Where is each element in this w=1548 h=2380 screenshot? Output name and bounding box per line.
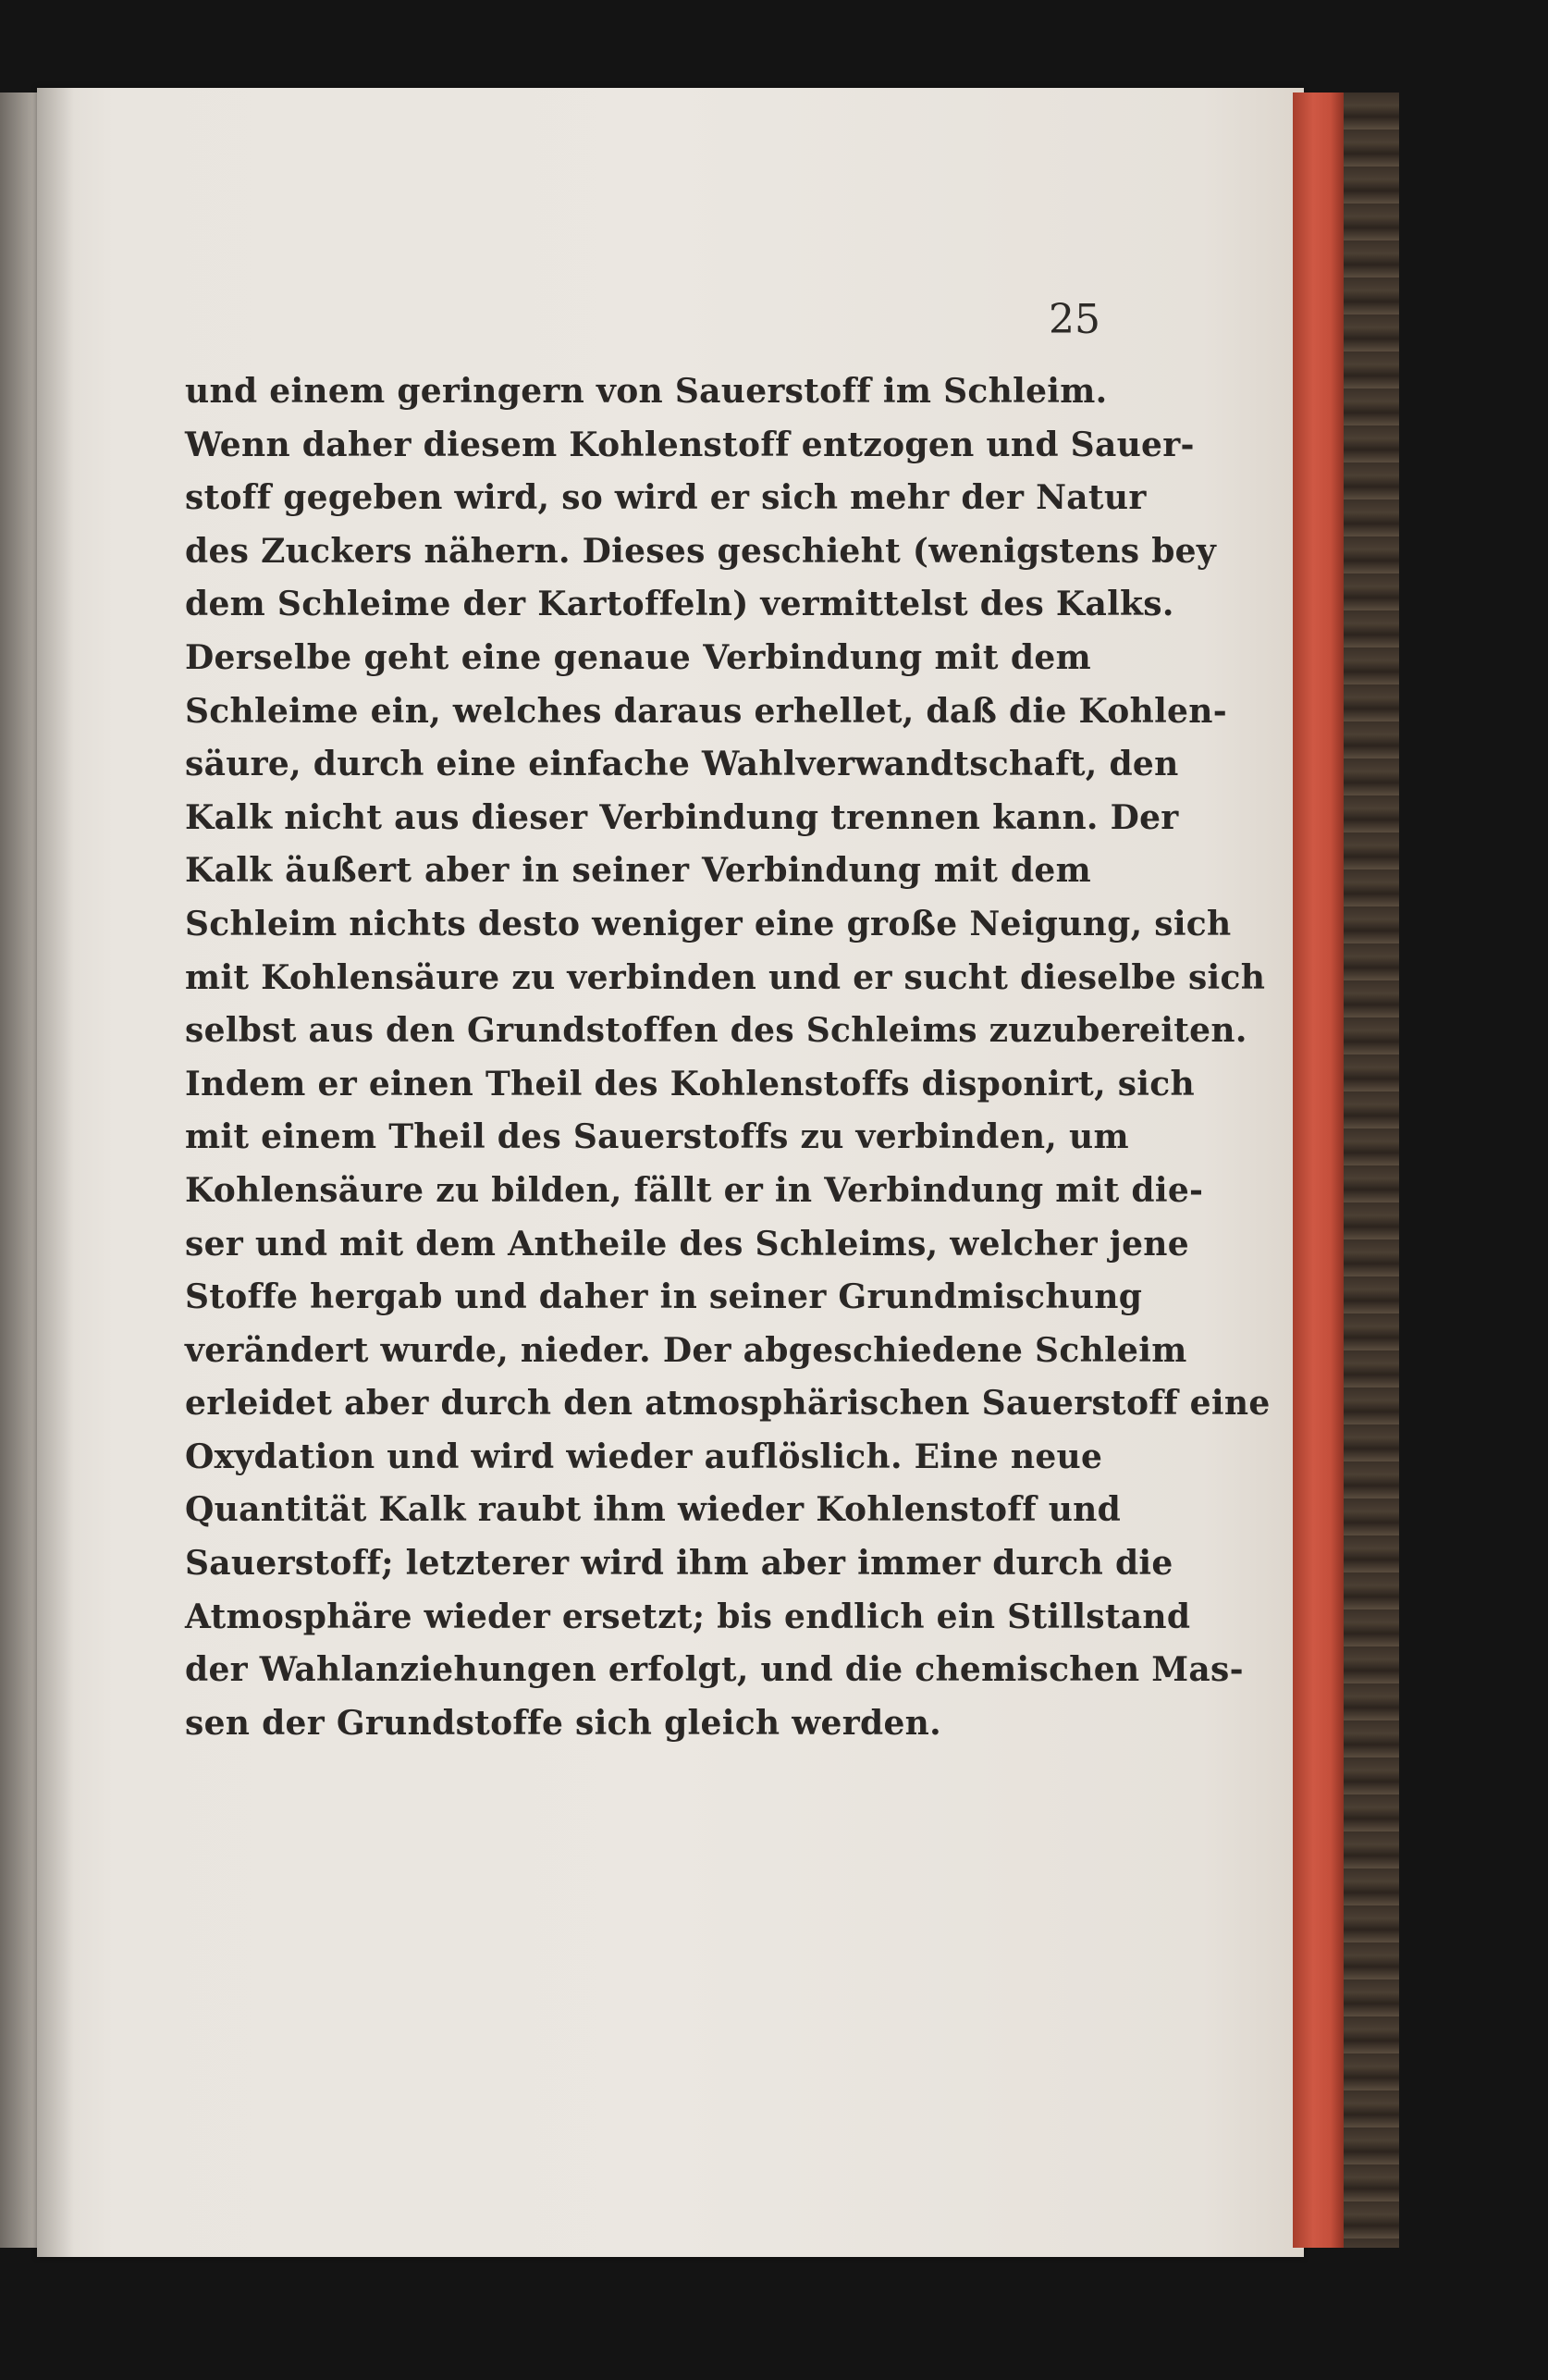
text-line: dem Schleime der Kartoffeln) vermittelst des Kalks. [185, 585, 1174, 624]
text-line: Stoffe hergab und daher in seiner Grundmischung [185, 1277, 1143, 1317]
text-line: Indem er einen Theil des Kohlenstoffs disponirt, sich [185, 1064, 1195, 1104]
text-line: mit einem Theil des Sauerstoffs zu verbinden, um [185, 1117, 1129, 1157]
text-line: Schleim nichts desto weniger eine große Neigung, sich [185, 904, 1232, 943]
text-line: Kohlensäure zu bilden, fällt er in Verbindung mit die- [185, 1170, 1204, 1210]
text-line: säure, durch eine einfache Wahlverwandtschaft, den [185, 745, 1179, 784]
text-line: Schleime ein, welches daraus erhellet, daß die Kohlen- [185, 691, 1227, 731]
text-line: Kalk nicht aus dieser Verbindung trennen kann. Der [185, 797, 1179, 837]
text-line: verändert wurde, nieder. Der abgeschiedene Schleim [185, 1330, 1187, 1370]
text-line: mit Kohlensäure zu verbinden und er sucht dieselbe sich [185, 957, 1266, 997]
text-line: stoff gegeben wird, so wird er sich mehr der Natur [185, 478, 1147, 518]
text-line: Quantität Kalk raubt ihm wieder Kohlenstoff und [185, 1490, 1122, 1530]
text-line: erleidet aber durch den atmosphärischen Sauerstoff eine [185, 1384, 1271, 1424]
text-line: sen der Grundstoffe sich gleich werden. [185, 1703, 941, 1743]
red-page-edge [1293, 92, 1344, 2248]
text-line: Oxydation und wird wieder auflöslich. Eine neue [185, 1437, 1103, 1476]
text-line: Derselbe geht eine genaue Verbindung mit dem [185, 637, 1091, 677]
text-line: und einem geringern von Sauerstoff im Schleim. [185, 372, 1108, 411]
text-line: Kalk äußert aber in seiner Verbindung mit dem [185, 851, 1091, 891]
text-line: selbst aus den Grundstoffen des Schleims zuzubereiten. [185, 1011, 1247, 1051]
text-line: Wenn daher diesem Kohlenstoff entzogen und Sauer- [185, 425, 1195, 464]
page-number: 25 [1049, 296, 1100, 343]
text-line: ser und mit dem Antheile des Schleims, welcher jene [185, 1224, 1189, 1264]
text-line: des Zuckers nähern. Dieses geschieht (wenigstens bey [185, 531, 1217, 571]
book-spine [1344, 92, 1399, 2248]
body-text [185, 365, 1271, 1750]
text-line: Sauerstoff; letzterer wird ihm aber immer durch die [185, 1544, 1173, 1584]
text-line: der Wahlanziehungen erfolgt, und die chemischen Mas- [185, 1650, 1244, 1690]
gutter-shadow [37, 88, 74, 2257]
text-line: Atmosphäre wieder ersetzt; bis endlich ein Stillstand [185, 1597, 1191, 1636]
